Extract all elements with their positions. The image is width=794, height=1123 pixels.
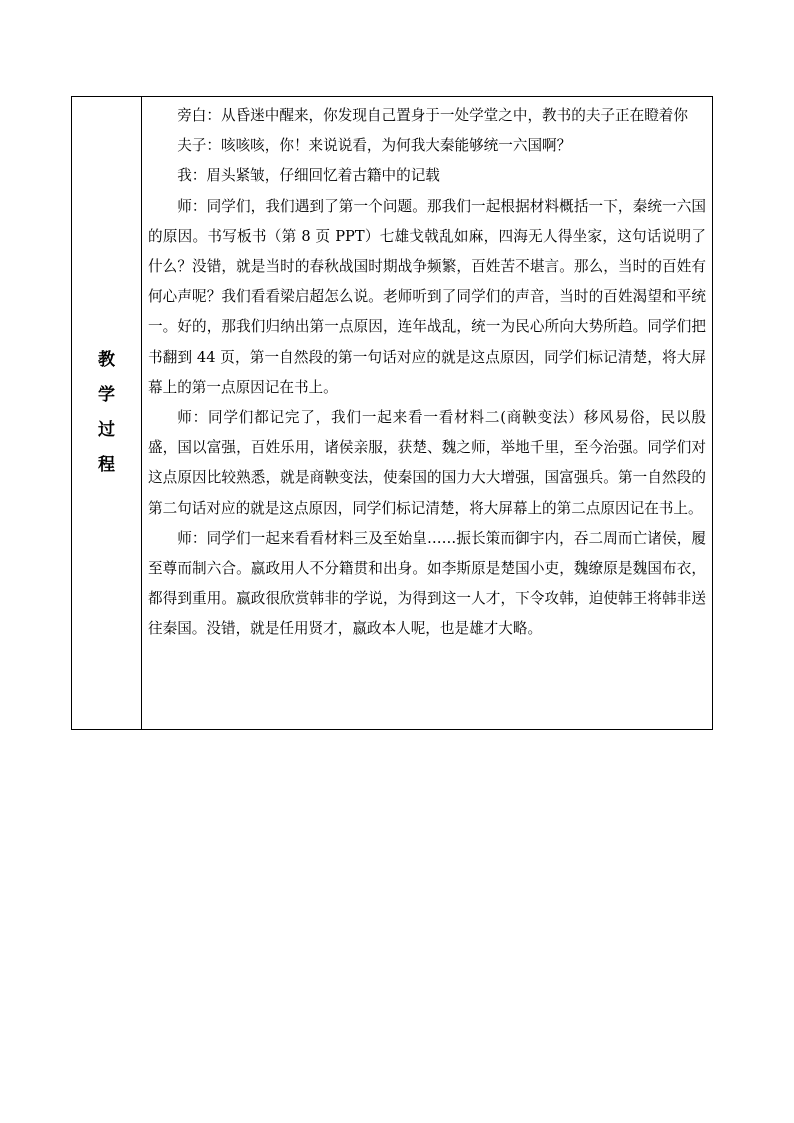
section-label-char: 过 (98, 420, 115, 440)
lesson-content-cell (142, 97, 713, 730)
section-label-char: 教 (98, 350, 115, 370)
student-dialogue-paragraph: 我：眉头紧皱，仔细回忆着古籍中的记载 (177, 167, 440, 185)
section-label-cell (72, 97, 142, 730)
teacher-paragraph-reason-one: 师：同学们，我们遇到了第一个问题。那我们一起根据材料概括一下，秦统一六国的原因。书写板书（第 8 页 PPT）七雄戈戟乱如麻，四海无人得坐家，这句话说明了什么？没错，就是当时的春秋战国时期战争频繁，百姓苦不堪言。那么，当时的百姓有何心声呢？我们看看梁启超怎么说。老师听到了同学们的声音，当时的百姓渴望和平统一。好的，那我们归纳出第一点原因，连年战乱，统一为民心所向大势所趋。同学们把书翻到 44 页，第一自然段的第一句话对应的就是这点原因，同学们标记清楚，将大屏幕上的第一点原因记在书上。 (148, 197, 706, 396)
narration-paragraph: 旁白：从昏迷中醒来，你发现自己置身于一处学堂之中，教书的夫子正在瞪着你 (177, 107, 688, 124)
lesson-plan-table (71, 96, 713, 730)
teacher-paragraph-reason-two: 师：同学们都记完了，我们一起来看一看材料二(商鞅变法）移风易俗，民以殷盛，国以富强，百姓乐用，诸侯亲服，获楚、魏之师，举地千里，至今治强。同学们对这点原因比较熟悉，就是商鞅变法，使秦国的国力大大增强，国富强兵。第一自然段的第二句话对应的就是这点原因，同学们标记清楚，将大屏幕上的第二点原因记在书上。 (148, 409, 706, 517)
teacher-paragraph-reason-three: 师：同学们一起来看看材料三及至始皇……振长策而御宇内，吞二周而亡诸侯，履至尊而制六合。嬴政用人不分籍贯和出身。如李斯原是楚国小吏，魏缭原是魏国布衣，都得到重用。嬴政很欣赏韩非的学说，为得到这一人才，下令攻韩，迫使韩王将韩非送往秦国。没错，就是任用贤才，嬴政本人呢，也是雄才大略。 (148, 529, 706, 638)
table-row (72, 97, 713, 730)
tutor-dialogue-paragraph: 夫子：咳咳咳，你！来说说看，为何我大秦能够统一六国啊？ (177, 137, 572, 155)
section-label-char: 学 (98, 385, 115, 405)
section-label (72, 97, 141, 729)
section-label-char: 程 (98, 455, 115, 475)
